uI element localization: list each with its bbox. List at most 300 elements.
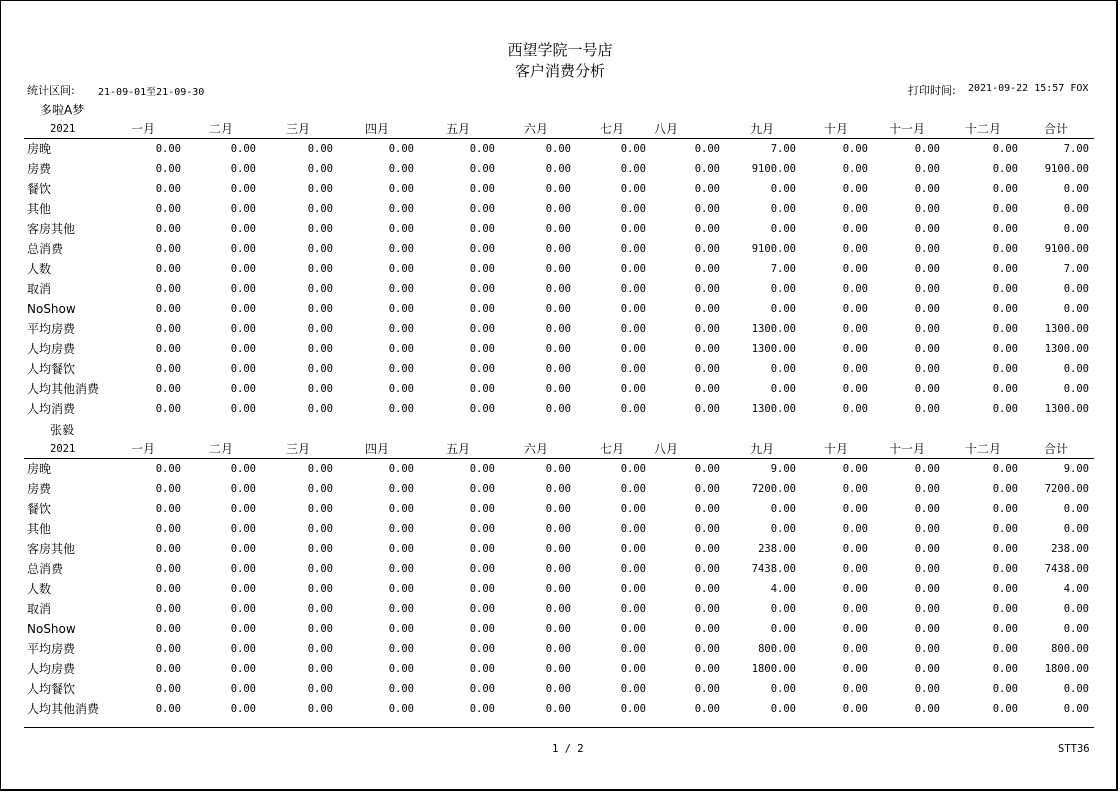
table-cell: 0.00	[155, 403, 181, 415]
table-cell: 0.00	[620, 483, 646, 495]
table-cell: 0.00	[307, 343, 333, 355]
table-cell: 0.00	[545, 503, 571, 515]
table-cell: 0.00	[388, 243, 414, 255]
table-cell: 0.00	[230, 343, 256, 355]
table-cell: 0.00	[469, 643, 495, 655]
table-cell: 0.00	[842, 343, 868, 355]
table-cell: 0.00	[694, 403, 720, 415]
table-cell: 1300.00	[1044, 403, 1089, 415]
row-label: 平均房费	[27, 322, 76, 336]
table-cell: 0.00	[770, 523, 796, 535]
table-cell: 0.00	[469, 323, 495, 335]
table-cell: 0.00	[469, 303, 495, 315]
table-cell: 0.00	[155, 383, 181, 395]
table-cell: 0.00	[914, 263, 940, 275]
table-cell: 0.00	[694, 683, 720, 695]
table-cell: 0.00	[992, 583, 1018, 595]
table-cell: 0.00	[155, 543, 181, 555]
table-cell: 0.00	[620, 203, 646, 215]
table-cell: 0.00	[842, 383, 868, 395]
table-cell: 0.00	[842, 483, 868, 495]
table-cell: 0.00	[307, 603, 333, 615]
table-cell: 0.00	[307, 363, 333, 375]
table-cell: 800.00	[758, 643, 796, 655]
table-cell: 0.00	[388, 403, 414, 415]
table-cell: 0.00	[469, 143, 495, 155]
row-label: 客房其他	[27, 222, 76, 236]
table-cell: 0.00	[155, 623, 181, 635]
row-label: 其他	[27, 522, 52, 536]
table-cell: 0.00	[230, 303, 256, 315]
row-label: 餐饮	[27, 182, 52, 196]
table-cell: 0.00	[694, 483, 720, 495]
table-cell: 0.00	[230, 503, 256, 515]
table-cell: 0.00	[620, 143, 646, 155]
table-cell: 0.00	[1063, 223, 1089, 235]
table-cell: 1300.00	[751, 343, 796, 355]
row-label: 取消	[27, 282, 52, 296]
table-cell: 0.00	[469, 703, 495, 715]
table-cell: 0.00	[388, 563, 414, 575]
table-row	[0, 319, 1120, 339]
table-cell: 0.00	[155, 243, 181, 255]
table-cell: 0.00	[992, 303, 1018, 315]
table-cell: 0.00	[770, 223, 796, 235]
table-cell: 0.00	[842, 683, 868, 695]
table-cell: 800.00	[1051, 643, 1089, 655]
table-cell: 7.00	[770, 263, 796, 275]
table-cell: 0.00	[620, 663, 646, 675]
row-label: 客房其他	[27, 542, 76, 556]
table-cell: 0.00	[307, 403, 333, 415]
column-header: 七月	[599, 122, 624, 136]
table-cell: 0.00	[388, 263, 414, 275]
table-cell: 0.00	[770, 623, 796, 635]
table-cell: 1800.00	[1044, 663, 1089, 675]
year-label: 2021	[50, 443, 76, 455]
row-label: 其他	[27, 202, 52, 216]
column-header: 十月	[823, 122, 848, 136]
table-row	[0, 299, 1120, 319]
table-cell: 0.00	[469, 263, 495, 275]
table-cell: 0.00	[620, 163, 646, 175]
table-cell: 0.00	[155, 183, 181, 195]
table-cell: 0.00	[469, 183, 495, 195]
row-label: 平均房费	[27, 642, 76, 656]
table-cell: 0.00	[230, 603, 256, 615]
table-cell: 0.00	[388, 223, 414, 235]
table-cell: 0.00	[694, 303, 720, 315]
table-cell: 0.00	[842, 543, 868, 555]
table-cell: 0.00	[842, 263, 868, 275]
column-header: 五月	[445, 122, 470, 136]
table-cell: 0.00	[155, 683, 181, 695]
table-cell: 0.00	[230, 643, 256, 655]
table-cell: 1800.00	[751, 663, 796, 675]
table-cell: 0.00	[545, 683, 571, 695]
table-cell: 0.00	[307, 643, 333, 655]
year-label: 2021	[50, 123, 76, 135]
table-cell: 0.00	[992, 503, 1018, 515]
table-cell: 0.00	[914, 683, 940, 695]
table-cell: 0.00	[230, 183, 256, 195]
table-cell: 0.00	[842, 183, 868, 195]
table-cell: 0.00	[620, 503, 646, 515]
table-cell: 0.00	[388, 643, 414, 655]
table-row	[0, 279, 1120, 299]
table-cell: 0.00	[842, 523, 868, 535]
table-cell: 0.00	[770, 203, 796, 215]
table-row	[0, 459, 1120, 479]
row-label: NoShow	[27, 622, 76, 636]
table-cell: 0.00	[155, 143, 181, 155]
table-cell: 0.00	[545, 343, 571, 355]
table-cell: 0.00	[694, 143, 720, 155]
table-row	[0, 479, 1120, 499]
table-cell: 0.00	[155, 523, 181, 535]
table-cell: 9.00	[770, 463, 796, 475]
table-cell: 0.00	[842, 663, 868, 675]
table-cell: 0.00	[992, 483, 1018, 495]
table-cell: 0.00	[770, 363, 796, 375]
row-label: 人均房费	[27, 342, 76, 356]
table-cell: 0.00	[842, 243, 868, 255]
table-cell: 0.00	[545, 303, 571, 315]
table-cell: 0.00	[469, 283, 495, 295]
table-cell: 0.00	[307, 503, 333, 515]
table-cell: 0.00	[388, 623, 414, 635]
table-cell: 0.00	[469, 663, 495, 675]
row-label: 房费	[27, 482, 52, 496]
page-number: 1 / 2	[552, 743, 584, 755]
table-cell: 0.00	[620, 643, 646, 655]
table-cell: 0.00	[307, 303, 333, 315]
table-cell: 0.00	[469, 463, 495, 475]
table-cell: 0.00	[545, 183, 571, 195]
table-cell: 0.00	[545, 623, 571, 635]
table-cell: 0.00	[545, 143, 571, 155]
table-cell: 0.00	[155, 643, 181, 655]
table-cell: 4.00	[1063, 583, 1089, 595]
table-cell: 0.00	[620, 623, 646, 635]
table-cell: 0.00	[770, 283, 796, 295]
row-label: 取消	[27, 602, 52, 616]
table-cell: 0.00	[1063, 523, 1089, 535]
table-cell: 0.00	[620, 523, 646, 535]
table-cell: 0.00	[388, 143, 414, 155]
table-cell: 0.00	[230, 483, 256, 495]
table-cell: 0.00	[307, 183, 333, 195]
table-cell: 0.00	[545, 223, 571, 235]
table-cell: 0.00	[469, 543, 495, 555]
table-cell: 0.00	[914, 543, 940, 555]
table-cell: 0.00	[230, 583, 256, 595]
table-cell: 0.00	[914, 143, 940, 155]
table-cell: 0.00	[914, 303, 940, 315]
table-cell: 0.00	[155, 463, 181, 475]
table-cell: 0.00	[155, 163, 181, 175]
table-cell: 0.00	[992, 343, 1018, 355]
table-cell: 0.00	[694, 663, 720, 675]
table-cell: 0.00	[388, 703, 414, 715]
table-cell: 7.00	[1063, 263, 1089, 275]
column-header: 一月	[130, 122, 155, 136]
table-row	[0, 539, 1120, 559]
table-cell: 0.00	[694, 623, 720, 635]
table-cell: 0.00	[914, 663, 940, 675]
table-cell: 0.00	[155, 663, 181, 675]
column-header: 八月	[653, 442, 678, 456]
row-label: 房费	[27, 162, 52, 176]
table-cell: 0.00	[694, 603, 720, 615]
table-cell: 0.00	[992, 563, 1018, 575]
table-cell: 0.00	[914, 483, 940, 495]
table-cell: 0.00	[842, 583, 868, 595]
table-cell: 0.00	[620, 603, 646, 615]
table-cell: 0.00	[388, 383, 414, 395]
table-cell: 0.00	[1063, 283, 1089, 295]
table-cell: 0.00	[914, 283, 940, 295]
table-cell: 0.00	[914, 563, 940, 575]
table-cell: 0.00	[770, 303, 796, 315]
table-cell: 0.00	[469, 523, 495, 535]
table-cell: 0.00	[155, 483, 181, 495]
table-cell: 4.00	[770, 583, 796, 595]
row-label: 房晚	[27, 462, 52, 476]
table-cell: 0.00	[694, 523, 720, 535]
column-header: 四月	[364, 122, 389, 136]
table-cell: 7.00	[1063, 143, 1089, 155]
table-cell: 0.00	[307, 523, 333, 535]
table-cell: 0.00	[842, 363, 868, 375]
table-cell: 0.00	[914, 583, 940, 595]
table-cell: 0.00	[694, 503, 720, 515]
table-cell: 1300.00	[1044, 343, 1089, 355]
table-cell: 0.00	[1063, 203, 1089, 215]
column-header: 九月	[749, 122, 774, 136]
table-cell: 0.00	[1063, 683, 1089, 695]
table-row	[0, 239, 1120, 259]
table-cell: 0.00	[155, 323, 181, 335]
table-cell: 0.00	[388, 363, 414, 375]
table-cell: 0.00	[155, 603, 181, 615]
row-label: 人均餐饮	[27, 682, 76, 696]
table-cell: 0.00	[992, 683, 1018, 695]
table-row	[0, 639, 1120, 659]
table-cell: 0.00	[230, 683, 256, 695]
table-cell: 0.00	[307, 383, 333, 395]
table-cell: 0.00	[914, 643, 940, 655]
table-cell: 0.00	[770, 503, 796, 515]
table-cell: 0.00	[388, 183, 414, 195]
row-label: 总消费	[27, 242, 64, 256]
period-value: 21-09-01至21-09-30	[98, 87, 205, 98]
table-cell: 9100.00	[751, 163, 796, 175]
table-row	[0, 619, 1120, 639]
table-cell: 0.00	[914, 383, 940, 395]
period-label: 统计区间:	[27, 84, 75, 97]
table-cell: 0.00	[307, 543, 333, 555]
row-label: 人均其他消费	[27, 382, 100, 396]
table-cell: 0.00	[469, 203, 495, 215]
table-cell: 0.00	[694, 343, 720, 355]
table-cell: 0.00	[620, 363, 646, 375]
table-cell: 0.00	[914, 503, 940, 515]
table-cell: 7.00	[770, 143, 796, 155]
table-cell: 0.00	[842, 283, 868, 295]
column-header-row	[0, 119, 1120, 139]
table-cell: 0.00	[842, 563, 868, 575]
table-cell: 7200.00	[1044, 483, 1089, 495]
table-cell: 0.00	[842, 703, 868, 715]
table-cell: 0.00	[1063, 623, 1089, 635]
table-row	[0, 359, 1120, 379]
table-cell: 0.00	[694, 363, 720, 375]
table-row	[0, 199, 1120, 219]
column-header: 六月	[523, 122, 548, 136]
table-cell: 0.00	[545, 583, 571, 595]
table-cell: 0.00	[307, 203, 333, 215]
column-header: 一月	[130, 442, 155, 456]
table-row	[0, 559, 1120, 579]
table-cell: 0.00	[469, 683, 495, 695]
row-label: 人均消费	[27, 402, 76, 416]
table-cell: 0.00	[914, 463, 940, 475]
table-cell: 0.00	[155, 263, 181, 275]
table-cell: 0.00	[694, 643, 720, 655]
table-cell: 0.00	[992, 263, 1018, 275]
table-cell: 0.00	[307, 583, 333, 595]
print-time-label: 打印时间:	[908, 84, 956, 97]
table-cell: 0.00	[842, 163, 868, 175]
table-cell: 0.00	[694, 563, 720, 575]
table-cell: 0.00	[620, 543, 646, 555]
table-cell: 0.00	[469, 223, 495, 235]
table-cell: 0.00	[914, 623, 940, 635]
table-cell: 0.00	[992, 703, 1018, 715]
table-row	[0, 379, 1120, 399]
column-header: 五月	[445, 442, 470, 456]
table-cell: 0.00	[155, 583, 181, 595]
row-label: 房晚	[27, 142, 52, 156]
table-cell: 0.00	[992, 643, 1018, 655]
column-header: 三月	[285, 442, 310, 456]
table-cell: 0.00	[545, 463, 571, 475]
table-cell: 0.00	[1063, 503, 1089, 515]
table-row	[0, 219, 1120, 239]
column-header: 十一月	[888, 442, 925, 456]
table-cell: 0.00	[545, 543, 571, 555]
column-header: 十二月	[964, 442, 1001, 456]
table-cell: 0.00	[992, 243, 1018, 255]
table-cell: 0.00	[545, 563, 571, 575]
report-code: STT36	[1058, 743, 1090, 755]
report-title: 客户消费分析	[514, 62, 605, 80]
table-cell: 0.00	[992, 383, 1018, 395]
row-label: 人均房费	[27, 662, 76, 676]
table-cell: 0.00	[388, 603, 414, 615]
table-cell: 0.00	[230, 543, 256, 555]
table-cell: 0.00	[230, 523, 256, 535]
table-cell: 0.00	[694, 283, 720, 295]
row-label: 人数	[27, 262, 52, 276]
table-cell: 0.00	[842, 463, 868, 475]
table-cell: 0.00	[155, 363, 181, 375]
table-cell: 0.00	[469, 403, 495, 415]
table-cell: 0.00	[307, 163, 333, 175]
footer-divider	[24, 727, 1094, 728]
table-cell: 0.00	[842, 223, 868, 235]
table-cell: 0.00	[694, 543, 720, 555]
column-header: 二月	[208, 122, 233, 136]
table-cell: 0.00	[992, 183, 1018, 195]
table-cell: 0.00	[770, 703, 796, 715]
table-row	[0, 259, 1120, 279]
table-cell: 7200.00	[751, 483, 796, 495]
table-cell: 0.00	[694, 203, 720, 215]
table-cell: 0.00	[770, 383, 796, 395]
table-cell: 0.00	[469, 503, 495, 515]
table-cell: 0.00	[545, 323, 571, 335]
table-cell: 0.00	[545, 243, 571, 255]
table-cell: 0.00	[770, 603, 796, 615]
table-cell: 0.00	[914, 183, 940, 195]
table-cell: 0.00	[230, 143, 256, 155]
table-cell: 0.00	[620, 283, 646, 295]
table-cell: 0.00	[307, 663, 333, 675]
column-header: 十二月	[964, 122, 1001, 136]
table-cell: 0.00	[992, 163, 1018, 175]
table-cell: 0.00	[307, 623, 333, 635]
table-row	[0, 579, 1120, 599]
table-cell: 0.00	[388, 543, 414, 555]
table-cell: 0.00	[545, 703, 571, 715]
table-cell: 0.00	[155, 503, 181, 515]
table-cell: 0.00	[914, 603, 940, 615]
table-cell: 0.00	[230, 323, 256, 335]
table-cell: 0.00	[1063, 183, 1089, 195]
table-cell: 0.00	[694, 243, 720, 255]
table-cell: 0.00	[388, 523, 414, 535]
table-cell: 0.00	[469, 343, 495, 355]
table-cell: 0.00	[992, 603, 1018, 615]
table-cell: 0.00	[388, 583, 414, 595]
table-cell: 0.00	[469, 563, 495, 575]
column-header: 三月	[285, 122, 310, 136]
table-cell: 0.00	[388, 483, 414, 495]
table-row	[0, 679, 1120, 699]
table-cell: 0.00	[842, 403, 868, 415]
table-cell: 0.00	[469, 363, 495, 375]
table-cell: 0.00	[620, 703, 646, 715]
table-cell: 0.00	[992, 543, 1018, 555]
table-cell: 0.00	[230, 703, 256, 715]
table-cell: 0.00	[1063, 303, 1089, 315]
table-cell: 0.00	[694, 323, 720, 335]
table-cell: 0.00	[914, 223, 940, 235]
column-header: 七月	[599, 442, 624, 456]
table-cell: 0.00	[620, 183, 646, 195]
table-cell: 0.00	[694, 223, 720, 235]
table-cell: 9100.00	[751, 243, 796, 255]
table-cell: 0.00	[914, 243, 940, 255]
table-cell: 0.00	[620, 223, 646, 235]
table-cell: 0.00	[307, 263, 333, 275]
table-cell: 0.00	[545, 643, 571, 655]
table-cell: 0.00	[914, 323, 940, 335]
column-header: 十一月	[888, 122, 925, 136]
table-cell: 0.00	[307, 283, 333, 295]
